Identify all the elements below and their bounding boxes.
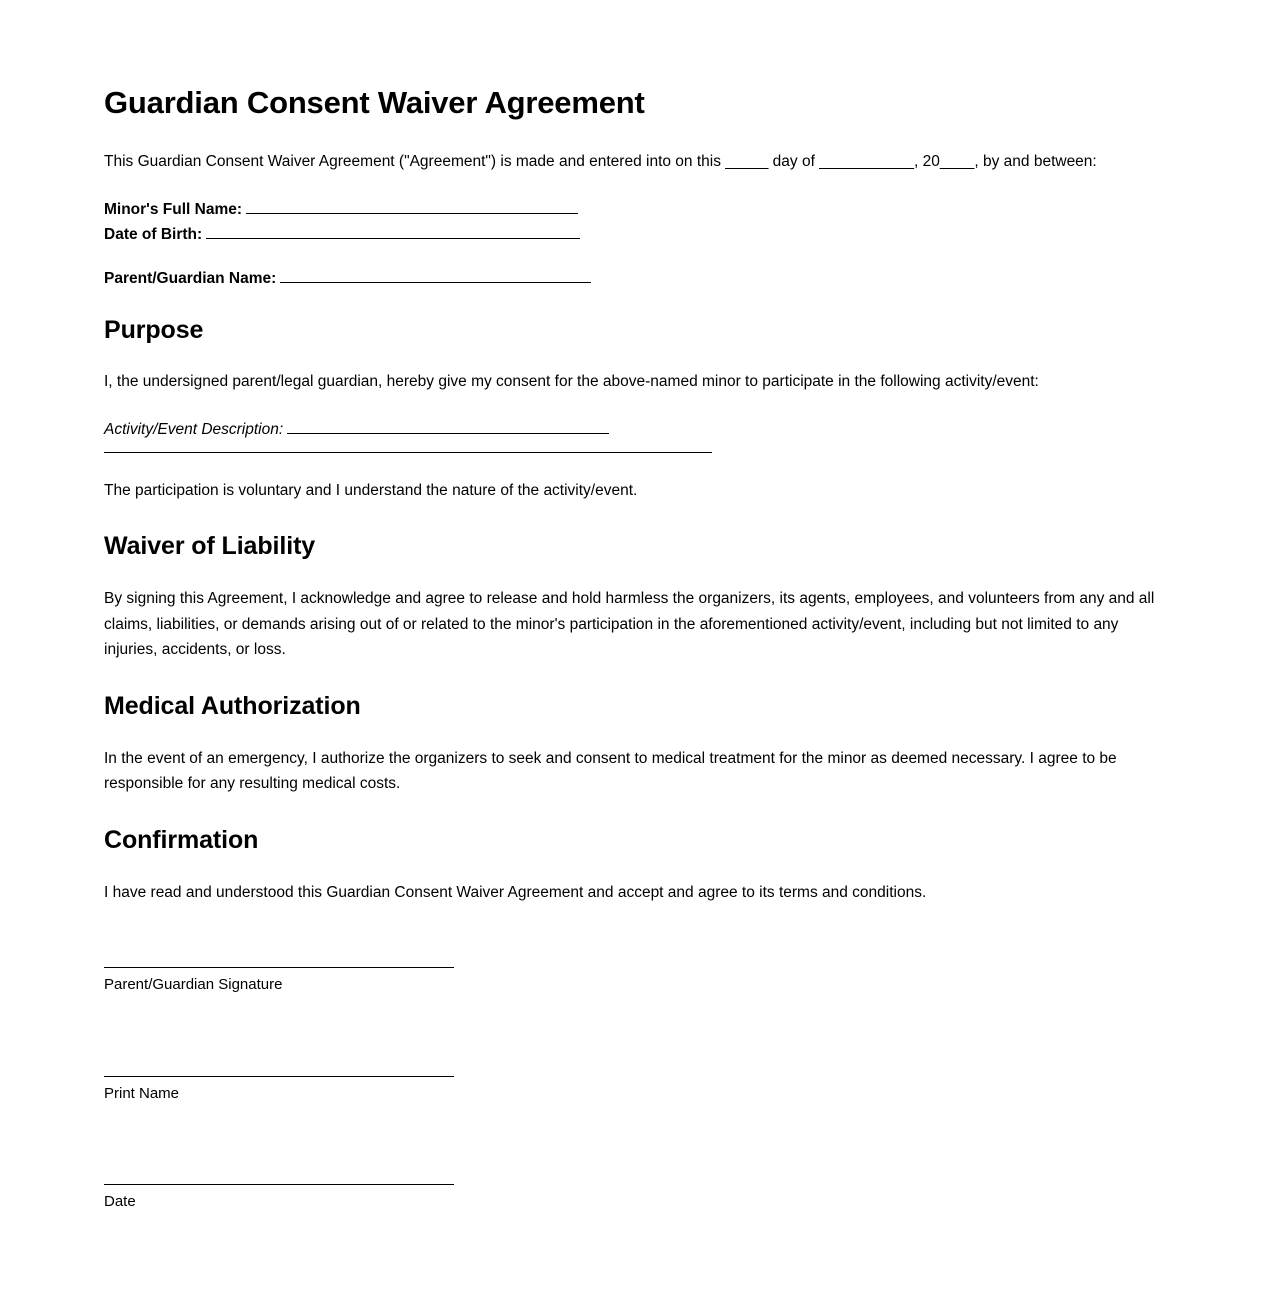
activity-description-field [104, 394, 1164, 441]
minor-full-name-input-line[interactable] [246, 200, 578, 214]
purpose-paragraph: I, the undersigned parent/legal guardian, hereby give my consent for the above-named minor to participate in the following activity/event: [104, 372, 1039, 390]
intro-text: This Guardian Consent Waiver Agreement ("Agreement") is made and entered into on this _____ day of ___________, 20____, by and between: [104, 153, 1097, 171]
section-heading-medical-authorization: Medical Authorization [104, 691, 361, 720]
date-of-birth-field [104, 222, 1164, 247]
minor-full-name-field [104, 197, 1164, 222]
date-label: Date [104, 1193, 136, 1211]
voluntary-participation-text: The participation is voluntary and I understand the nature of the activity/event. [104, 482, 638, 500]
signature-block-parent-guardian [104, 967, 454, 995]
print-name-label: Print Name [104, 1084, 180, 1102]
section-heading-waiver-of-liability: Waiver of Liability [104, 532, 316, 561]
waiver-of-liability-paragraph: By signing this Agreement, I acknowledge and agree to release and hold harmless the organizers, its agents, employees, and volunteers from any and all claims, liabilities, or demands arising out of or related to the minor's participation in the aforementioned activity/event, including but not limited to any injuries, accidents, or loss. [104, 590, 1155, 658]
signature-area [104, 905, 1164, 1212]
section-heading-purpose: Purpose [104, 315, 204, 344]
activity-description-label: Activity/Event Description: [104, 421, 284, 439]
parent-guardian-name-field [104, 247, 1164, 291]
activity-description-input-line[interactable] [287, 420, 609, 434]
date-of-birth-label: Date of Birth: [104, 225, 203, 243]
date-of-birth-input-line[interactable] [206, 225, 580, 239]
signature-block-date [104, 1184, 454, 1212]
document-content [104, 0, 1164, 1212]
parent-guardian-name-label: Parent/Guardian Name: [104, 269, 277, 287]
parent-guardian-name-input-line[interactable] [280, 269, 591, 283]
intro-paragraph [104, 121, 1164, 173]
page-title: Guardian Consent Waiver Agreement [104, 85, 645, 120]
section-heading-confirmation: Confirmation [104, 826, 259, 854]
signature-block-print-name [104, 1076, 454, 1104]
medical-authorization-paragraph: In the event of an emergency, I authorize the organizers to seek and consent to medical treatment for the minor as deemed necessary. I agree to be responsible for any resulting medical costs. [104, 749, 1117, 792]
minor-full-name-label: Minor's Full Name: [104, 200, 243, 218]
party-fields [104, 174, 1164, 291]
confirmation-paragraph: I have read and understood this Guardian Consent Waiver Agreement and accept and agree to its terms and conditions. [104, 884, 927, 901]
parent-guardian-signature-label: Parent/Guardian Signature [104, 976, 283, 994]
